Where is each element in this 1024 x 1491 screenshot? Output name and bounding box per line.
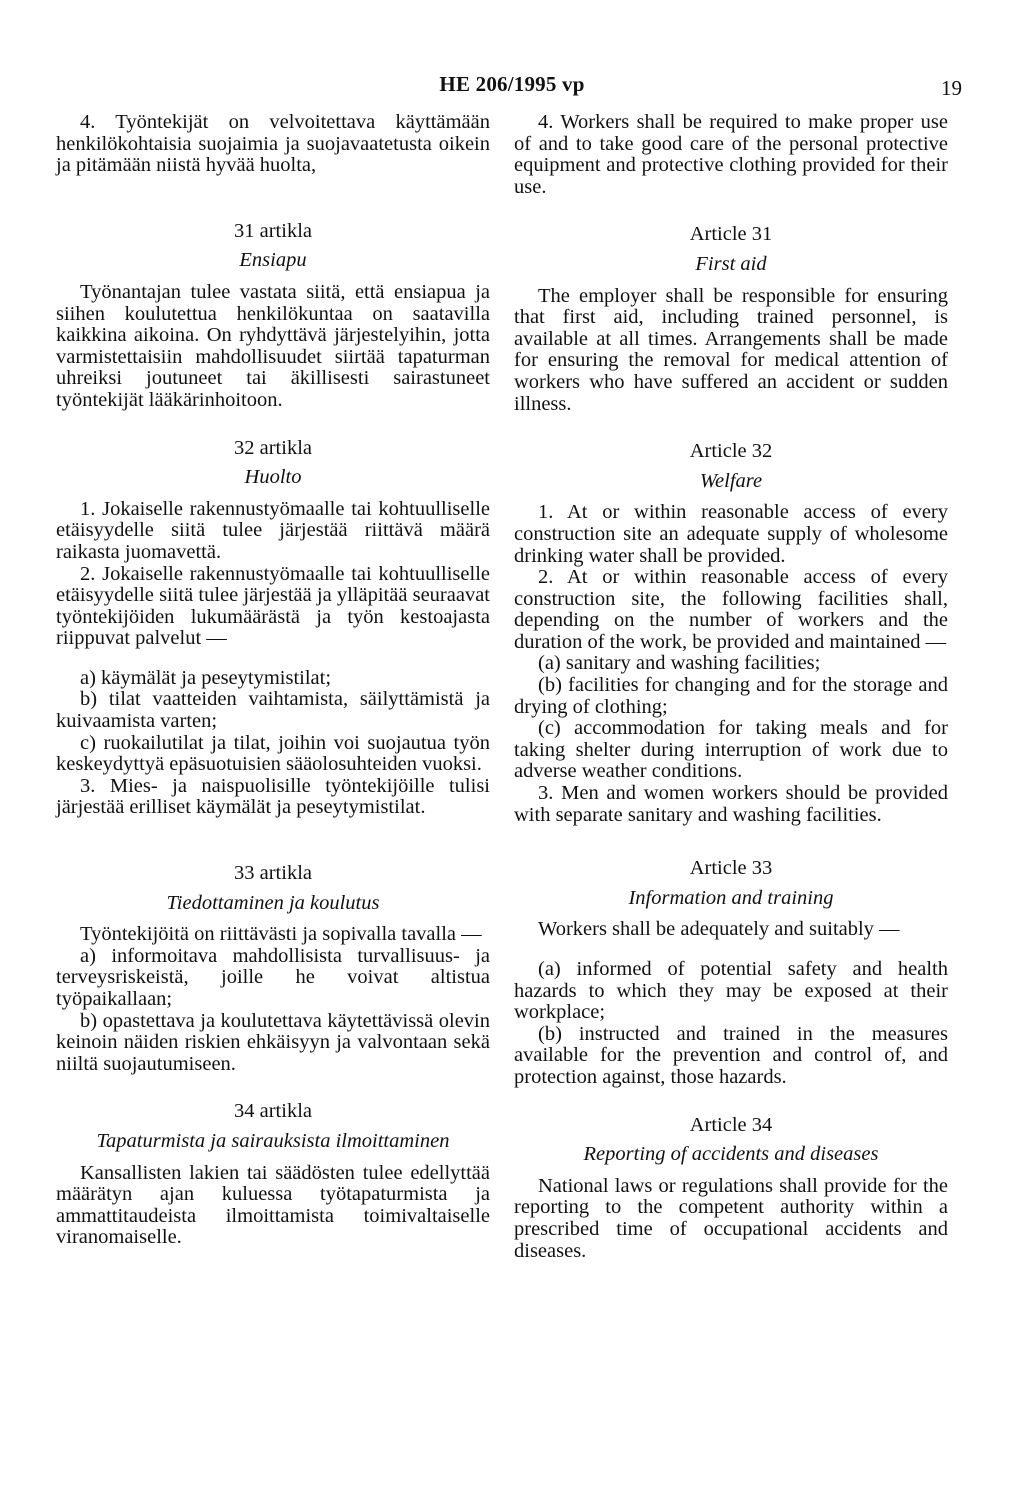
en-article-33-heading: Article 33 [689,857,773,880]
fi-article-32-item-b: b) tilat vaatteiden vaihtamista, säilyttämistä ja kuivaamista varten; [56,688,490,733]
en-article-32-title: Welfare [699,469,763,492]
fi-article-32-para-1: 1. Jokaiselle rakennustyömaalle tai kohtuulliselle etäisyydelle siitä tulee järjestää riittävä määrä raikasta juomavettä. [56,497,490,563]
en-article-33-item-a: (a) informed of potential safety and health hazards to which they may be exposed at their workplace; [514,958,948,1024]
fi-article-32-title: Huolto [244,466,302,489]
fi-article-33-item-a: a) informoitava mahdollisista turvallisuus- ja terveysriskeistä, joille he voivat altistua työpaikallaan; [56,944,490,1010]
fi-article-33-item-b: b) opastettava ja koulutettava käytettävissä olevin keinoin näiden riskien ehkäisyyn ja valvontaan sekä niiltä suojautumiseen. [56,1009,490,1075]
en-article-32-item-a: (a) sanitary and washing facilities; [538,652,821,675]
en-article-34-text: National laws or regulations shall provide for the reporting to the competent authority within a prescribed time of occupational accidents and diseases. [514,1174,948,1262]
fi-article-34-text: Kansallisten lakien tai säädösten tulee edellyttää määrätyn ajan kuluessa työtapaturmista ja ammattitaudeista ilmoittamista toimivaltaiselle viranomaiselle. [56,1161,490,1249]
page-number: 19 [941,76,962,100]
fi-article-34-title: Tapaturmista ja sairauksista ilmoittaminen [96,1129,450,1152]
fi-article-33-heading: 33 artikla [234,862,312,885]
fi-article-32-heading: 32 artikla [234,436,312,459]
en-article-34-heading: Article 34 [689,1113,773,1136]
fi-article-31-title: Ensiapu [239,249,307,272]
en-article-32-para-1: 1. At or within reasonable access of every construction site an adequate supply of wholesome drinking water shall be provided. [514,501,948,567]
en-article-32-item-c: (c) accommodation for taking meals and for taking shelter during interruption of work due to adverse weather conditions. [514,717,948,783]
fi-article-33-title: Tiedottaminen ja koulutus [166,891,380,914]
fi-article-32-item-c: c) ruokailutilat ja tilat, joihin voi suojautua työn keskeydyttyä epäsuotuisien sääolosuhteiden vuoksi. [56,731,490,776]
document-header: HE 206/1995 vp [439,72,585,96]
en-article-32-heading: Article 32 [689,440,773,463]
fi-article-33-intro: Työntekijöitä on riittävästi ja sopivalla tavalla — [80,923,482,946]
en-article-32-item-b: (b) facilities for changing and for the storage and drying of clothing; [514,674,948,718]
en-paragraph-4: 4. Workers shall be required to make proper use of and to take good care of the personal protective equipment and protective clothing provided for their use. [514,111,948,198]
en-article-31-text: The employer shall be responsible for ensuring that first aid, including trained personnel, is available at all times. Arrangements shall be made for ensuring the removal for medical attention of workers who have suffered an accident or sudden illness. [514,284,948,415]
fi-article-32-para-3: 3. Mies- ja naispuolisille työntekijöille tulisi järjestää erilliset käymälät ja peseytymistilat. [56,774,490,819]
fi-article-32-para-2: 2. Jokaiselle rakennustyömaalle tai kohtuulliselle etäisyydelle siitä tulee järjestää ja ylläpitää seuraavat työntekijöiden lukumäärästä ja työn kestoajasta riippuvat palvelut — [56,562,490,650]
en-article-34-title: Reporting of accidents and diseases [583,1143,879,1166]
fi-article-31-heading: 31 artikla [234,219,312,242]
en-article-33-title: Information and training [628,886,834,909]
fi-article-31-text: Työnantajan tulee vastata siitä, että ensiapua ja siihen koulutettua henkilökuntaa on saatavilla kaikkina aikoina. On ryhdyttävä järjestelyihin, jotta varmistettaisiin mahdollisuudet siirtää tapaturman uhreiksi joutuneet tai äkillisesti sairastuneet työntekijät lääkärinhoitoon. [56,280,490,411]
english-column [514,112,948,1262]
finnish-column [56,112,490,1249]
fi-paragraph-4: 4. Työntekijät on velvoitettava käyttämään henkilökohtaisia suojaimia ja suojavaatetusta oikein ja pitämään niistä hyvää huolta, [56,111,490,177]
fi-article-32-item-a: a) käymälät ja peseytymistilat; [80,666,332,689]
en-article-33-intro: Workers shall be adequately and suitably — [538,918,900,941]
en-article-31-heading: Article 31 [689,223,773,246]
en-article-32-para-3: 3. Men and women workers should be provided with separate sanitary and washing facilities. [514,782,948,826]
en-article-32-para-2: 2. At or within reasonable access of every construction site, the following facilities shall, depending on the number of workers and the duration of the work, be provided and maintained — [514,566,948,653]
en-article-31-title: First aid [695,252,767,275]
fi-article-34-heading: 34 artikla [234,1100,312,1123]
en-article-33-item-b: (b) instructed and trained in the measures available for the prevention and control of, and protection against, those hazards. [514,1022,948,1088]
